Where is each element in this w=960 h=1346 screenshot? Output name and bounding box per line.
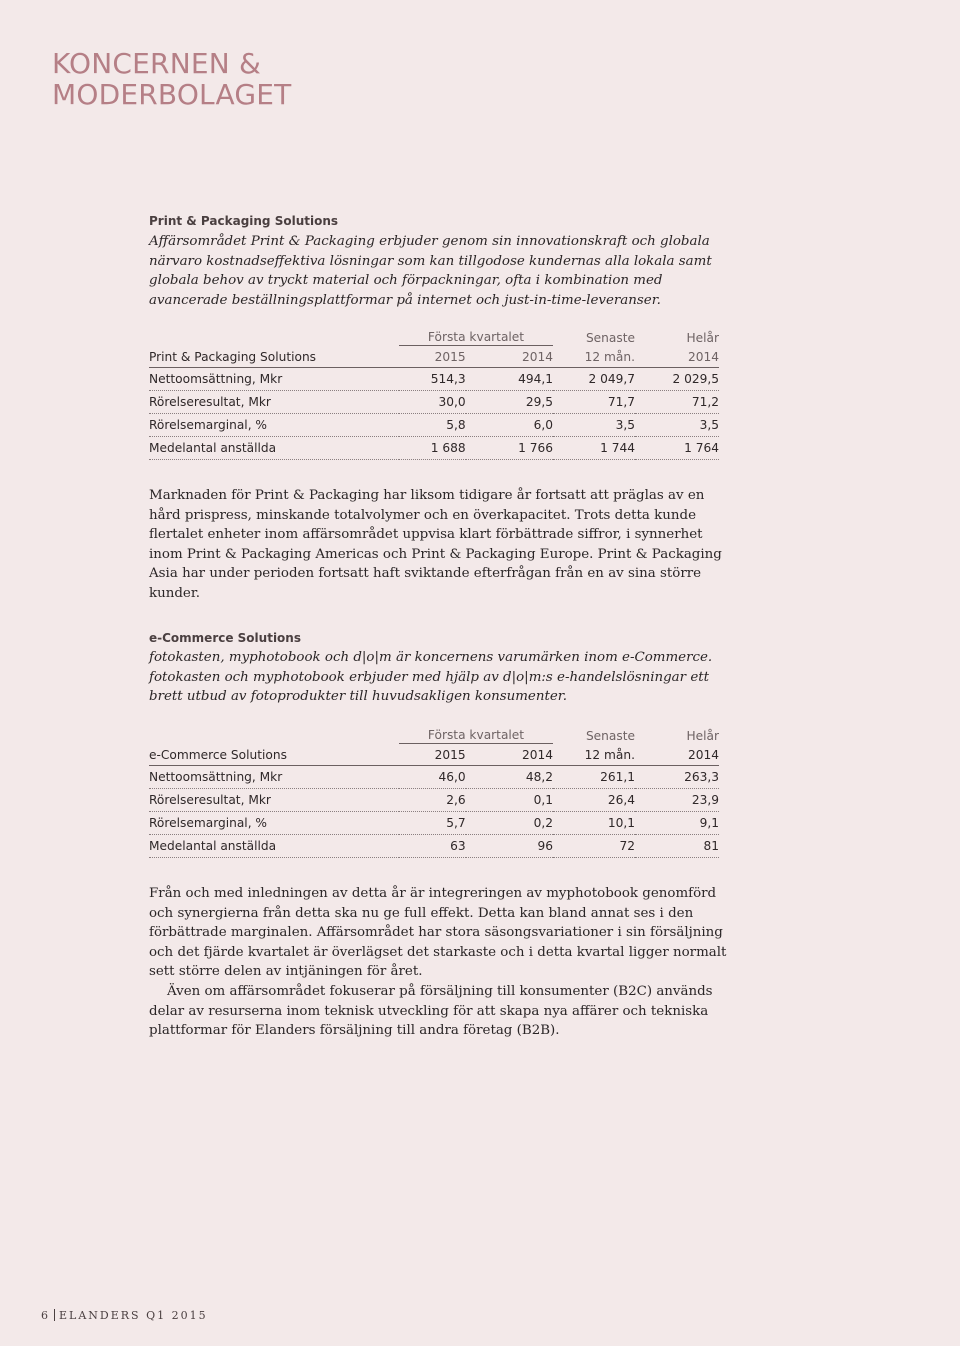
pps-group-label: Första kvartalet [399,330,553,346]
page-footer [41,1309,208,1322]
pps-col4-line1: Helår [686,331,719,345]
table-row: Rörelsemarginal, % 5,7 0,2 10,1 9,1 [149,812,719,835]
page-number: 6 [41,1309,50,1322]
ecs-intro: fotokasten, myphotobook och d|o|m är koncernens varumärken inom e-Commerce. fotokasten och myphotobook erbjuder med hjälp av d|o|m:s e-handelslösningar ett brett utbud av fotoprodukter till huvudsakligen konsumenter. [149,650,713,704]
ecs-col3-line1: Senaste [585,729,635,743]
table-row: Nettoomsättning, Mkr 514,3 494,1 2 049,7 2 029,5 [149,368,719,391]
ecs-table-title: e-Commerce Solutions [149,745,399,766]
table-row: Medelantal anställda 63 96 72 81 [149,835,719,858]
ecs-heading: e-Commerce Solutions [149,631,301,645]
ecs-col4-line1: Helår [686,729,719,743]
pps-col4-line2: 2014 [635,347,719,368]
footer-divider [54,1309,55,1321]
pps-table [149,329,719,460]
pps-heading: Print & Packaging Solutions [149,214,339,228]
ecs-col3-line2: 12 mån. [553,745,635,766]
ecs-group-label: Första kvartalet [399,728,553,744]
table-row: Medelantal anställda 1 688 1 766 1 744 1 764 [149,437,719,460]
pps-table-title: Print & Packaging Solutions [149,347,399,368]
pps-intro: Affärsområdet Print & Packaging erbjuder genom sin innovationskraft och globala närvaro kostnadseffektiva lösningar som kan tillgodose kundernas alla lokala samt globala behov av tryckt material och förpackningar, ofta i kombination med avancerade beställningsplattformar på internet och just-in-time-leveranser. [149,234,712,308]
ecs-body: Från och med inledningen av detta år är integreringen av myphotobook genomförd och synergierna från detta ska nu ge full effekt. Detta kan bland annat ses i den förbättrade marginalen. Affärsområdet har stora säsongsvariationer i sin försäljning och det fjärde kvartalet är överlägset det starkaste och i detta kvartal ligger normalt sett större delen av intjäningen för året. Även om affärsområdet fokuserar på försäljning till konsumenter (B2C) används delar av resurserna inom teknisk utveckling för att skapa nya affärer och tekniska plattformar för Elanders försäljning till andra företag (B2B). [149,886,727,1039]
publication-name: ELANDERS Q1 2015 [59,1309,208,1322]
pps-col1-header: 2015 [399,347,466,368]
pps-col2-header: 2014 [466,347,553,368]
table-row: Rörelsemarginal, % 5,8 6,0 3,5 3,5 [149,414,719,437]
ecs-table [149,727,719,858]
pps-col3-line1: Senaste [585,331,635,345]
table-row: Rörelseresultat, Mkr 2,6 0,1 26,4 23,9 [149,789,719,812]
ecs-col1-header: 2015 [399,745,466,766]
table-row: Nettoomsättning, Mkr 46,0 48,2 261,1 263,3 [149,766,719,789]
page-title: KONCERNEN & MODERBOLAGET [52,47,292,111]
pps-col3-line2: 12 mån. [553,347,635,368]
ecs-col4-line2: 2014 [635,745,719,766]
ecs-col2-header: 2014 [466,745,553,766]
table-row: Rörelseresultat, Mkr 30,0 29,5 71,7 71,2 [149,391,719,414]
pps-body: Marknaden för Print & Packaging har liksom tidigare år fortsatt att präglas av en hård prispress, minskande totalvolymer och en överkapacitet. Trots detta kunde flertalet enheter inom affärsområdet uppvisa klart förbättrade siffror, i synnerhet inom Print & Packaging Americas och Print & Packaging Europe. Print & Packaging Asia har under perioden fortsatt haft sviktande efterfrågan från en av sina större kunder. [149,488,722,601]
